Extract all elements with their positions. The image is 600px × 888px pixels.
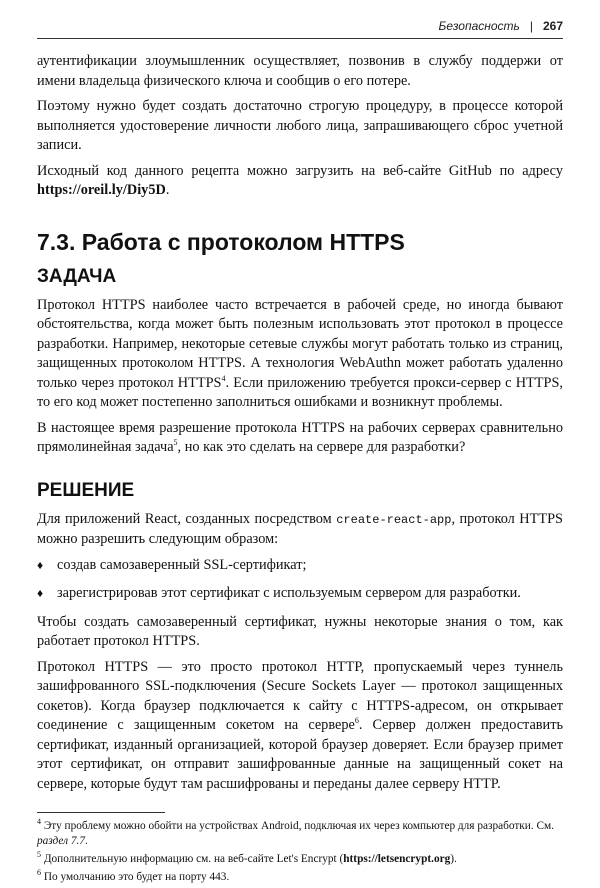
task-paragraph-2-b: , но как это сделать на сервере для разработки? — [177, 439, 466, 455]
list-item — [37, 556, 563, 576]
footnote-ref-4[interactable]: 4 — [221, 373, 226, 383]
diamond-bullet-icon: ♦ — [37, 586, 44, 600]
paragraph-3-end: . — [165, 182, 170, 198]
footnote-5-text: Дополнительную информацию см. на веб-сайте Let's Encrypt ( — [41, 853, 344, 865]
paragraph-3-text: Исходный код данного рецепта можно загрузить на веб-сайте GitHub по адресу — [37, 162, 563, 179]
task-heading: ЗАДАЧА — [37, 265, 117, 287]
solution-heading: РЕШЕНИЕ — [37, 479, 135, 501]
solution-paragraph-1-b: , протокол HTTPS можно разрешить следующим образом: — [37, 510, 563, 547]
footnote-ref-5[interactable]: 5 — [173, 438, 178, 448]
footnote-6-text: По умолчанию это будет на порту 443. — [41, 871, 230, 883]
task-paragraph-2-a: В настоящее время разрешение протокола HTTPS на рабочих серверах сравнительно прямолинейная задача — [37, 419, 563, 455]
list-item-text: зарегистрировав этот сертификат с используемым сервером для разработки. — [57, 585, 521, 601]
solution-paragraph-3 — [37, 658, 563, 795]
list-item-text: создав самозаверенный SSL-сертификат; — [57, 556, 307, 573]
solution-paragraph-1-a: Для приложений React, созданных посредством — [37, 510, 337, 527]
code-create-react-app: create-react-app — [336, 512, 452, 527]
list-item — [37, 584, 563, 604]
footnote-ref-6[interactable]: 6 — [354, 716, 359, 726]
footnote-5 — [37, 852, 563, 867]
task-paragraph-1 — [37, 296, 563, 413]
footnote-4-end: . — [85, 835, 88, 847]
footnote-5-end: ). — [450, 853, 457, 865]
solution-paragraph-3-b: . Сервер должен предоставить сертификат, изданный организацией, которой браузер доверяет. Если браузер примет этот сертификат, он отправит зашифрованные данные на защищенный сокет на сервере, которые будут там расшифрованы и переданы далее серверу HTTP. — [37, 717, 563, 792]
letsencrypt-url[interactable]: https://letsencrypt.org — [343, 853, 451, 865]
solution-paragraph-2: Чтобы создать самозаверенный сертификат, нужны некоторые знания о том, как работает протокол HTTPS. — [37, 613, 563, 649]
footnote-6-number: 6 — [37, 868, 41, 878]
solution-paragraph-3-a: Протокол HTTPS — это просто протокол HTTP, пропускаемый через туннель зашифрованного SSL-подключения (Secure Sockets Layer — протокол защищенных сокетов). Когда браузер подключается к сайту с HTTPS-адресом, он открывает соединение с защищенным сокетом на сервере — [37, 658, 563, 733]
task-paragraph-2 — [37, 419, 563, 458]
running-header — [37, 18, 563, 39]
page-number: 267 — [542, 19, 563, 33]
header-section-name: Безопасность — [438, 19, 520, 33]
footnote-4-number: 4 — [37, 817, 41, 827]
task-paragraph-1-b: . Если приложению требуется прокси-сервер с HTTPS, то его код может постепенно заполниться ошибками и возникнут проблемы. — [37, 374, 563, 410]
header-separator: | — [529, 19, 533, 33]
footnote-4-text: Эту проблему можно обойти на устройствах Android, подключая их через компьютер для разработки. См. — [41, 820, 554, 832]
paragraph-3 — [37, 162, 563, 201]
solution-paragraph-1 — [37, 510, 563, 550]
paragraph-1: аутентификации злоумышленник осуществляет, позвонив в службу поддержи от имени владельца физического ключа и сообщив о его потере. — [37, 53, 563, 89]
footnote-5-number: 5 — [37, 850, 41, 860]
task-paragraph-1-a: Протокол HTTPS наиболее часто встречается в рабочей среде, но иногда бывают обстоятельства, когда может быть полезным использовать этот протокол в процессе разработки. Например, некоторые сетевые службы могут работать только из страниц, защищенных протоколом HTTPS. А технология WebAuthn может работать удаленно только через протокол HTTPS — [37, 296, 563, 391]
section-title: 7.3. Работа с протоколом HTTPS — [37, 228, 405, 255]
github-url[interactable]: https://oreil.ly/Diy5D — [37, 182, 166, 198]
footnote-divider — [37, 812, 165, 813]
footnote-6 — [37, 870, 563, 885]
diamond-bullet-icon: ♦ — [37, 557, 44, 572]
bullet-list — [37, 556, 563, 604]
book-page — [37, 18, 563, 888]
paragraph-2: Поэтому нужно будет создать достаточно строгую процедуру, в процессе которой выполняется удостоверение личности любого лица, запрашивающего сброс учетной записи. — [37, 98, 563, 153]
footnote-4 — [37, 819, 563, 849]
footnote-4-ref[interactable]: раздел 7.7 — [37, 835, 86, 847]
